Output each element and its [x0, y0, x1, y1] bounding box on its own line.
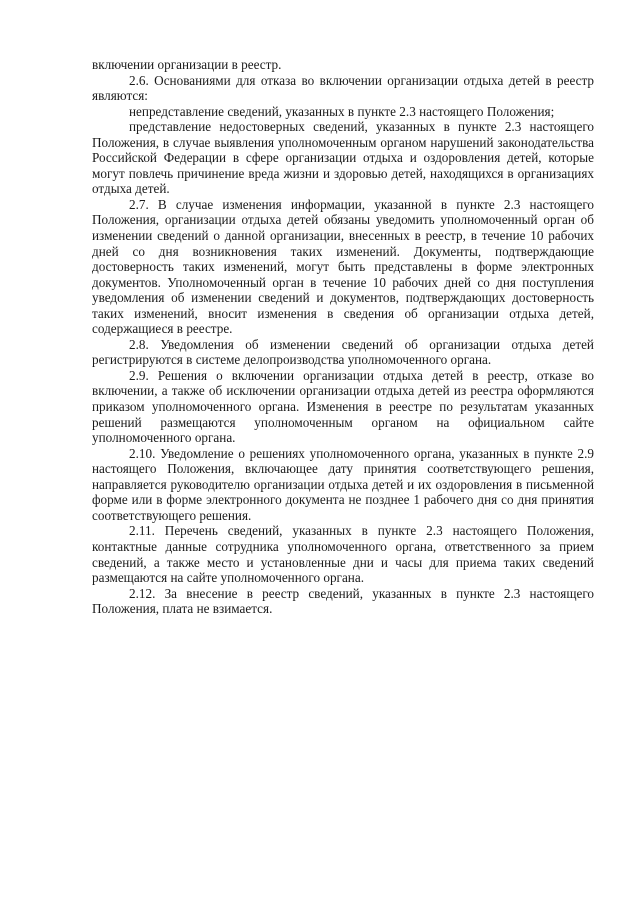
paragraph-2-8: 2.8. Уведомления об изменении сведений об организации отдыха детей регистрируются в системе делопроизводства уполномоченного органа. [92, 336, 594, 368]
paragraph-2-11: 2.11. Перечень сведений, указанных в пункте 2.3 настоящего Положения, контактные данные сотрудника уполномоченного органа, ответственного за прием сведений, а также место и установленные дни и часы для приема таких сведений размещаются на сайте уполномоченного органа. [92, 523, 594, 586]
paragraph-2-7: 2.7. В случае изменения информации, указанной в пункте 2.3 настоящего Положения, организации отдыха детей обязаны уведомить уполномоченный орган об изменении сведений о данной организации, внесенных в реестр, в течение 10 рабочих дней со дня возникновения таких изменений. Документы, подтверждающие достоверность таких изменений, могут быть представлены в форме электронных документов. Уполномоченный орган в течение 10 рабочих дней со дня поступления уведомления об изменении сведений и документов, подтверждающих достоверность таких изменений, вносит изменения в сведения об организации отдыха детей, содержащиеся в реестре. [92, 196, 594, 337]
paragraph-2-6-item-1: непредставление сведений, указанных в пункте 2.3 настоящего Положения; [129, 103, 555, 119]
paragraph-2-10: 2.10. Уведомление о решениях уполномоченного органа, указанных в пункте 2.9 настоящего Положения, включающее дату принятия соответствующего решения, направляется руководителю организации отдыха детей и их оздоровления в письменной форме или в форме электронного документа не позднее 1 рабочего дня со дня принятия соответствующего решения. [92, 445, 594, 523]
paragraph-2-6: 2.6. Основаниями для отказа во включении организации отдыха детей в реестр являются: [92, 72, 594, 104]
paragraph-continuation: включении организации в реестр. [92, 57, 282, 72]
paragraph-2-12: 2.12. За внесение в реестр сведений, указанных в пункте 2.3 настоящего Положения, плата не взимается. [92, 585, 594, 617]
paragraph-2-9: 2.9. Решения о включении организации отдыха детей в реестр, отказе во включении, а также об исключении организации отдыха детей из реестра оформляются приказом уполномоченного органа. Изменения в реестре по результатам указанных решений размещаются уполномоченным органом на официальном сайте уполномоченного органа. [92, 367, 594, 446]
paragraph-2-6-item-2: представление недостоверных сведений, указанных в пункте 2.3 настоящего Положения, в случае выявления уполномоченным органом нарушений законодательства Российской Федерации в сфере организации отдыха и оздоровления детей, которые могут повлечь причинение вреда жизни и здоровью детей, находящихся в организациях отдыха детей. [92, 119, 594, 197]
